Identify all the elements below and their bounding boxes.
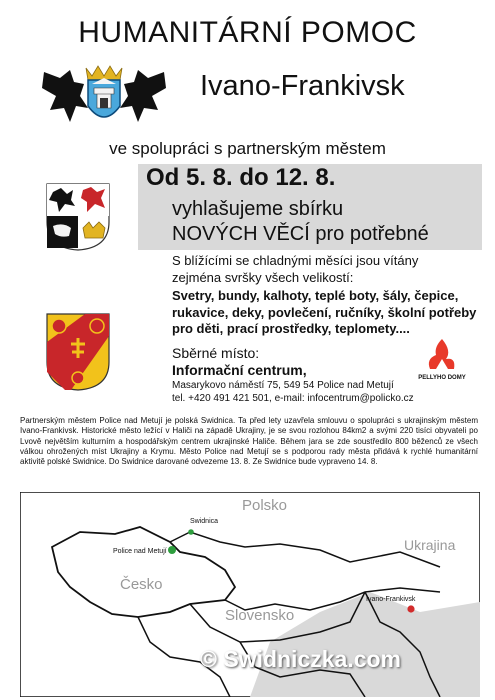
collection-point-address: Masarykovo náměstí 75, 549 54 Police nad Metují bbox=[172, 380, 394, 391]
watermark: © Swidniczka.com bbox=[200, 646, 402, 672]
welcome-text-1: S blížícími se chladnými měsíci jsou vítány bbox=[172, 253, 419, 268]
requested-items: Svetry, bundy, kalhoty, teplé boty, šály, čepice, rukavice, deky, povlečení, ručníky, školní potřeby pro děti, prací prostředky, teplomety.... bbox=[172, 288, 477, 336]
welcome-text-2: zejména svršky všech velikostí: bbox=[172, 270, 354, 285]
label-poland: Polsko bbox=[242, 497, 288, 514]
label-swidnica: Swidnica bbox=[190, 518, 219, 525]
cooperation-text: ve spolupráci s partnerským městem bbox=[109, 139, 386, 158]
announcement-line-2: NOVÝCH VĚCÍ pro potřebné bbox=[172, 223, 429, 245]
police-nad-metuji-crest-icon bbox=[45, 312, 111, 392]
announcement-line-1: vyhlašujeme sbírku bbox=[172, 198, 344, 220]
swidnica-marker bbox=[188, 529, 194, 535]
label-czech: Česko bbox=[120, 576, 163, 593]
label-slovakia: Slovensko bbox=[225, 607, 295, 624]
collection-point-label: Sběrné místo: bbox=[172, 345, 260, 361]
swidnica-crest-icon bbox=[45, 182, 111, 252]
label-police: Police nad Metují bbox=[113, 548, 167, 555]
collection-point-contact: tel. +420 491 421 501, e-mail: infocentrum@policko.cz bbox=[172, 393, 414, 404]
page-title: HUMANITÁRNÍ POMOC bbox=[78, 16, 417, 49]
collection-dates: Od 5. 8. do 12. 8. bbox=[146, 164, 336, 191]
ivano-frankivsk-crest-icon bbox=[40, 64, 168, 130]
label-ukraine: Ukrajina bbox=[404, 537, 456, 553]
police-marker bbox=[168, 546, 176, 554]
ivano-frankivsk-marker bbox=[407, 605, 414, 612]
description-paragraph: Partnerským městem Police nad Metují je polská Swidnica. Ta před lety uzavřela smlouvu o spolupráci s ukrajinským městem Ivano-Frankivsk. Historické město ležící v Haliči na západě Ukrajiny, je se svou rozlohou 84km2 a svými 220 tisíci obyvateli po Lvově největším kulturním a hospodářským centrem ukrajinské Haliče. Během jara se zde soustředilo 800 běženců ze všech válkou ohrožených míst Ukrajiny a Krymu. Město Police nad Metují se s podporou rady města přidává k rychlé humanitární aktivitě polské Swidnice. Do Swidnice darované odvezeme 13. 8. Ze Swidnice bude vypraveno 14. 8. bbox=[20, 416, 478, 467]
collection-point-name: Informační centrum, bbox=[172, 362, 307, 378]
pellyho-domy-logo-icon bbox=[412, 337, 472, 375]
pellyho-domy-logo-text: PELLYHO DOMY bbox=[418, 375, 466, 381]
label-ivano-frankivsk: Ivano-Frankivsk bbox=[366, 596, 416, 603]
city-name: Ivano-Frankivsk bbox=[200, 70, 405, 102]
